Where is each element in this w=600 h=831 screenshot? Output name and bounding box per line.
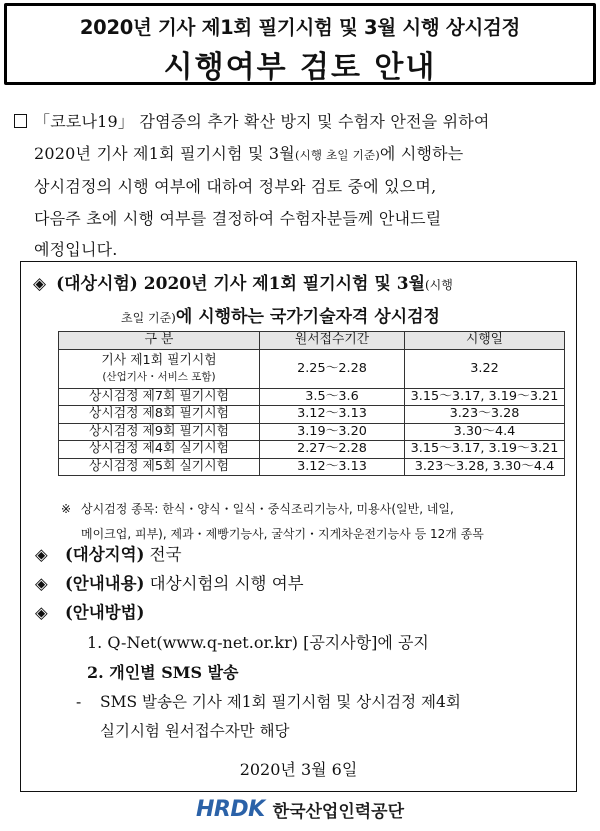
title-banner	[4, 3, 596, 85]
diamond-bullet-icon: ◈	[33, 274, 47, 294]
section-notice-method	[35, 599, 144, 627]
row-apply-period: 3.5～3.6	[260, 388, 405, 406]
intro-line-1: 「코로나19」 감염증의 추가 확산 방지 및 수험자 안전을 위하여	[34, 112, 490, 131]
reference-mark-icon: ※	[61, 502, 72, 516]
section-notice-content	[35, 570, 304, 598]
method-note-line-1: SMS 발송은 기사 제1회 필기시험 및 상시검정 제4회	[100, 693, 461, 711]
table-row	[59, 406, 565, 424]
intro-line-5: 예정입니다.	[34, 240, 118, 259]
method-note	[76, 688, 568, 746]
table-row	[59, 349, 565, 388]
row-exam-date: 3.15～3.17, 3.19～3.21	[405, 441, 565, 459]
section-content-label: (안내내용)	[65, 574, 145, 593]
col-header-apply-period: 원서접수기간	[260, 332, 405, 350]
organization-name: 한국산업인력공단	[272, 802, 405, 822]
intro-line-3: 상시검정의 시행 여부에 대하여 정부와 검토 중에 있으며,	[34, 177, 437, 196]
table-row	[59, 388, 565, 406]
row-exam-date: 3.22	[405, 349, 565, 388]
notice-date: 2020년 3월 6일	[239, 760, 358, 779]
section-target-region	[35, 541, 182, 569]
title-line-2: 시행여부 검토 안내	[163, 50, 437, 85]
method-item-2: 2. 개인별 SMS 발송	[87, 663, 239, 682]
footnote-line-2: 메이크업, 피부), 제과・제빵기능사, 굴삭기・지게차운전기능사 등 12개 종목	[81, 527, 484, 541]
title-banner-inner	[7, 6, 593, 85]
row-category: 상시검정 제5회 실기시험	[59, 458, 260, 476]
schedule-table	[58, 331, 565, 476]
table-row	[59, 441, 565, 459]
hrdk-logo-mark: HRDK	[195, 797, 265, 822]
diamond-bullet-icon: ◈	[35, 574, 48, 593]
section-region-label: (대상지역)	[65, 545, 145, 564]
diamond-bullet-icon: ◈	[35, 545, 48, 564]
row-apply-period: 2.25～2.28	[260, 349, 405, 388]
section-content-text: 대상시험의 시행 여부	[149, 574, 304, 593]
row-category: 상시검정 제9회 필기시험	[59, 423, 260, 441]
row-apply-period: 3.12～3.13	[260, 458, 405, 476]
row-apply-period: 2.27～2.28	[260, 441, 405, 459]
diamond-bullet-icon: ◈	[35, 603, 48, 622]
row-category: 상시검정 제8회 필기시험	[59, 406, 260, 424]
method-item-1: 1. Q-Net(www.q-net.or.kr) [공지사항]에 공지	[87, 633, 429, 652]
row-exam-date: 3.23～3.28	[405, 406, 565, 424]
organization-logo	[196, 797, 404, 822]
dash-bullet: -	[76, 693, 82, 711]
row-category: 기사 제1회 필기시험 (산업기사・서비스 포함)	[59, 349, 260, 388]
intro-paragraph	[34, 106, 582, 266]
section-method-label: (안내방법)	[65, 603, 145, 622]
row-apply-period: 3.12～3.13	[260, 406, 405, 424]
method-note-line-2: 실기시험 원서접수자만 해당	[100, 722, 290, 740]
section-region-text: 전국	[149, 545, 182, 564]
footnote	[61, 497, 581, 547]
footnote-line-1: 상시검정 종목: 한식・양식・일식・중식조리기능사, 미용사(일반, 네일,	[81, 502, 454, 516]
row-category: 상시검정 제7회 필기시험	[59, 388, 260, 406]
table-row	[59, 458, 565, 476]
intro-line-4: 다음주 초에 시행 여부를 결정하여 수험자분들께 안내드릴	[34, 208, 442, 228]
col-header-category: 구 분	[59, 332, 260, 350]
details-box	[20, 261, 577, 792]
table-header-row	[59, 332, 565, 350]
col-header-exam-date: 시행일	[405, 332, 565, 350]
intro-line-2: 2020년 기사 제1회 필기시험 및 3월(시행 초일 기준)에 시행하는	[34, 143, 464, 163]
row-exam-date: 3.15～3.17, 3.19～3.21	[405, 388, 565, 406]
row-apply-period: 3.19～3.20	[260, 423, 405, 441]
section-target-label: (대상시험)	[56, 274, 138, 294]
table-row	[59, 423, 565, 441]
row-category: 상시검정 제4회 실기시험	[59, 441, 260, 459]
title-line-1: 2020년 기사 제1회 필기시험 및 3월 시행 상시검정	[79, 16, 521, 39]
section-target-exam: ◈ (대상시험) 2020년 기사 제1회 필기시험 및 3월(시행 초일 기준)에 시행하는 국가기술자격 상시검정	[33, 274, 453, 327]
row-exam-date: 3.30～4.4	[405, 423, 565, 441]
checkbox-bullet-icon	[14, 114, 27, 128]
footer	[0, 797, 600, 827]
row-exam-date: 3.23～3.28, 3.30～4.4	[405, 458, 565, 476]
